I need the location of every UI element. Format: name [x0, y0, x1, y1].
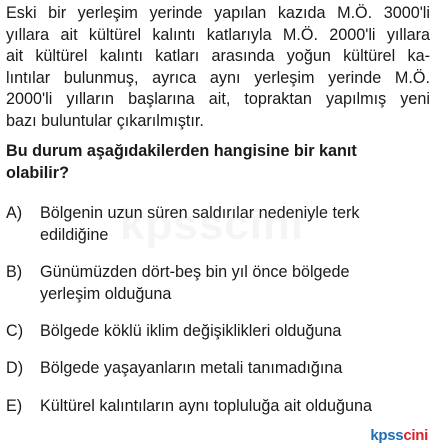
passage-line: ait kültürel kalıntı katları arasında yoğun kültürel ka-	[6, 47, 430, 66]
question-line: olabilir?	[6, 163, 69, 182]
option-letter: E)	[6, 397, 23, 415]
option-text	[40, 396, 432, 418]
option-text	[40, 321, 432, 343]
kpsscini-logo	[370, 427, 428, 444]
passage-line: lıntılar bulunmuş, ayrıca aynı yerleşim yerinde M.Ö.	[6, 68, 430, 87]
option-line: Bölgenin uzun süren saldırılar nedeniyle terk	[40, 204, 360, 222]
passage-line: Eski bir yerleşim yerinde yapılan kazıda M.Ö. 3000'li	[6, 4, 430, 22]
option-text	[40, 203, 432, 246]
option-letter: D)	[6, 359, 24, 377]
option-text	[40, 358, 432, 380]
option-line: yerleşim olduğuna	[40, 284, 172, 303]
option-line: Kültürel kalıntıların aynı topluluğa ait olduğuna	[40, 397, 373, 415]
passage-line: yıllara ait kültürel kalıntı katlarıyla M.Ö. 2000'li yıllara	[6, 25, 430, 44]
passage-line: 2000'li yılların başlarına ait, topraktan yapılmış yeni	[6, 90, 430, 109]
passage-line: bazı buluntular çıkarılmıştır.	[6, 111, 204, 130]
option-letter: B)	[6, 263, 23, 281]
option-line: edildiğine	[40, 225, 109, 244]
question-line: Bu durum aşağıdakilerden hangisine bir kanıt	[6, 142, 357, 160]
option-letter: A)	[6, 204, 23, 222]
option-text	[40, 262, 432, 305]
option-line: Günümüzden dört-beş bin yıl önce bölgede	[40, 263, 350, 281]
option-line: Bölgede köklü iklim değişiklikleri olduğuna	[40, 322, 342, 340]
question-stem	[6, 141, 430, 184]
option-letter: C)	[6, 322, 24, 340]
logo-kpss-text: kpss	[370, 427, 404, 444]
option-line: Bölgede yaşayanların metali tanımadığına	[40, 359, 343, 377]
question-passage	[6, 3, 430, 133]
logo-cini-text: cini	[403, 427, 428, 444]
